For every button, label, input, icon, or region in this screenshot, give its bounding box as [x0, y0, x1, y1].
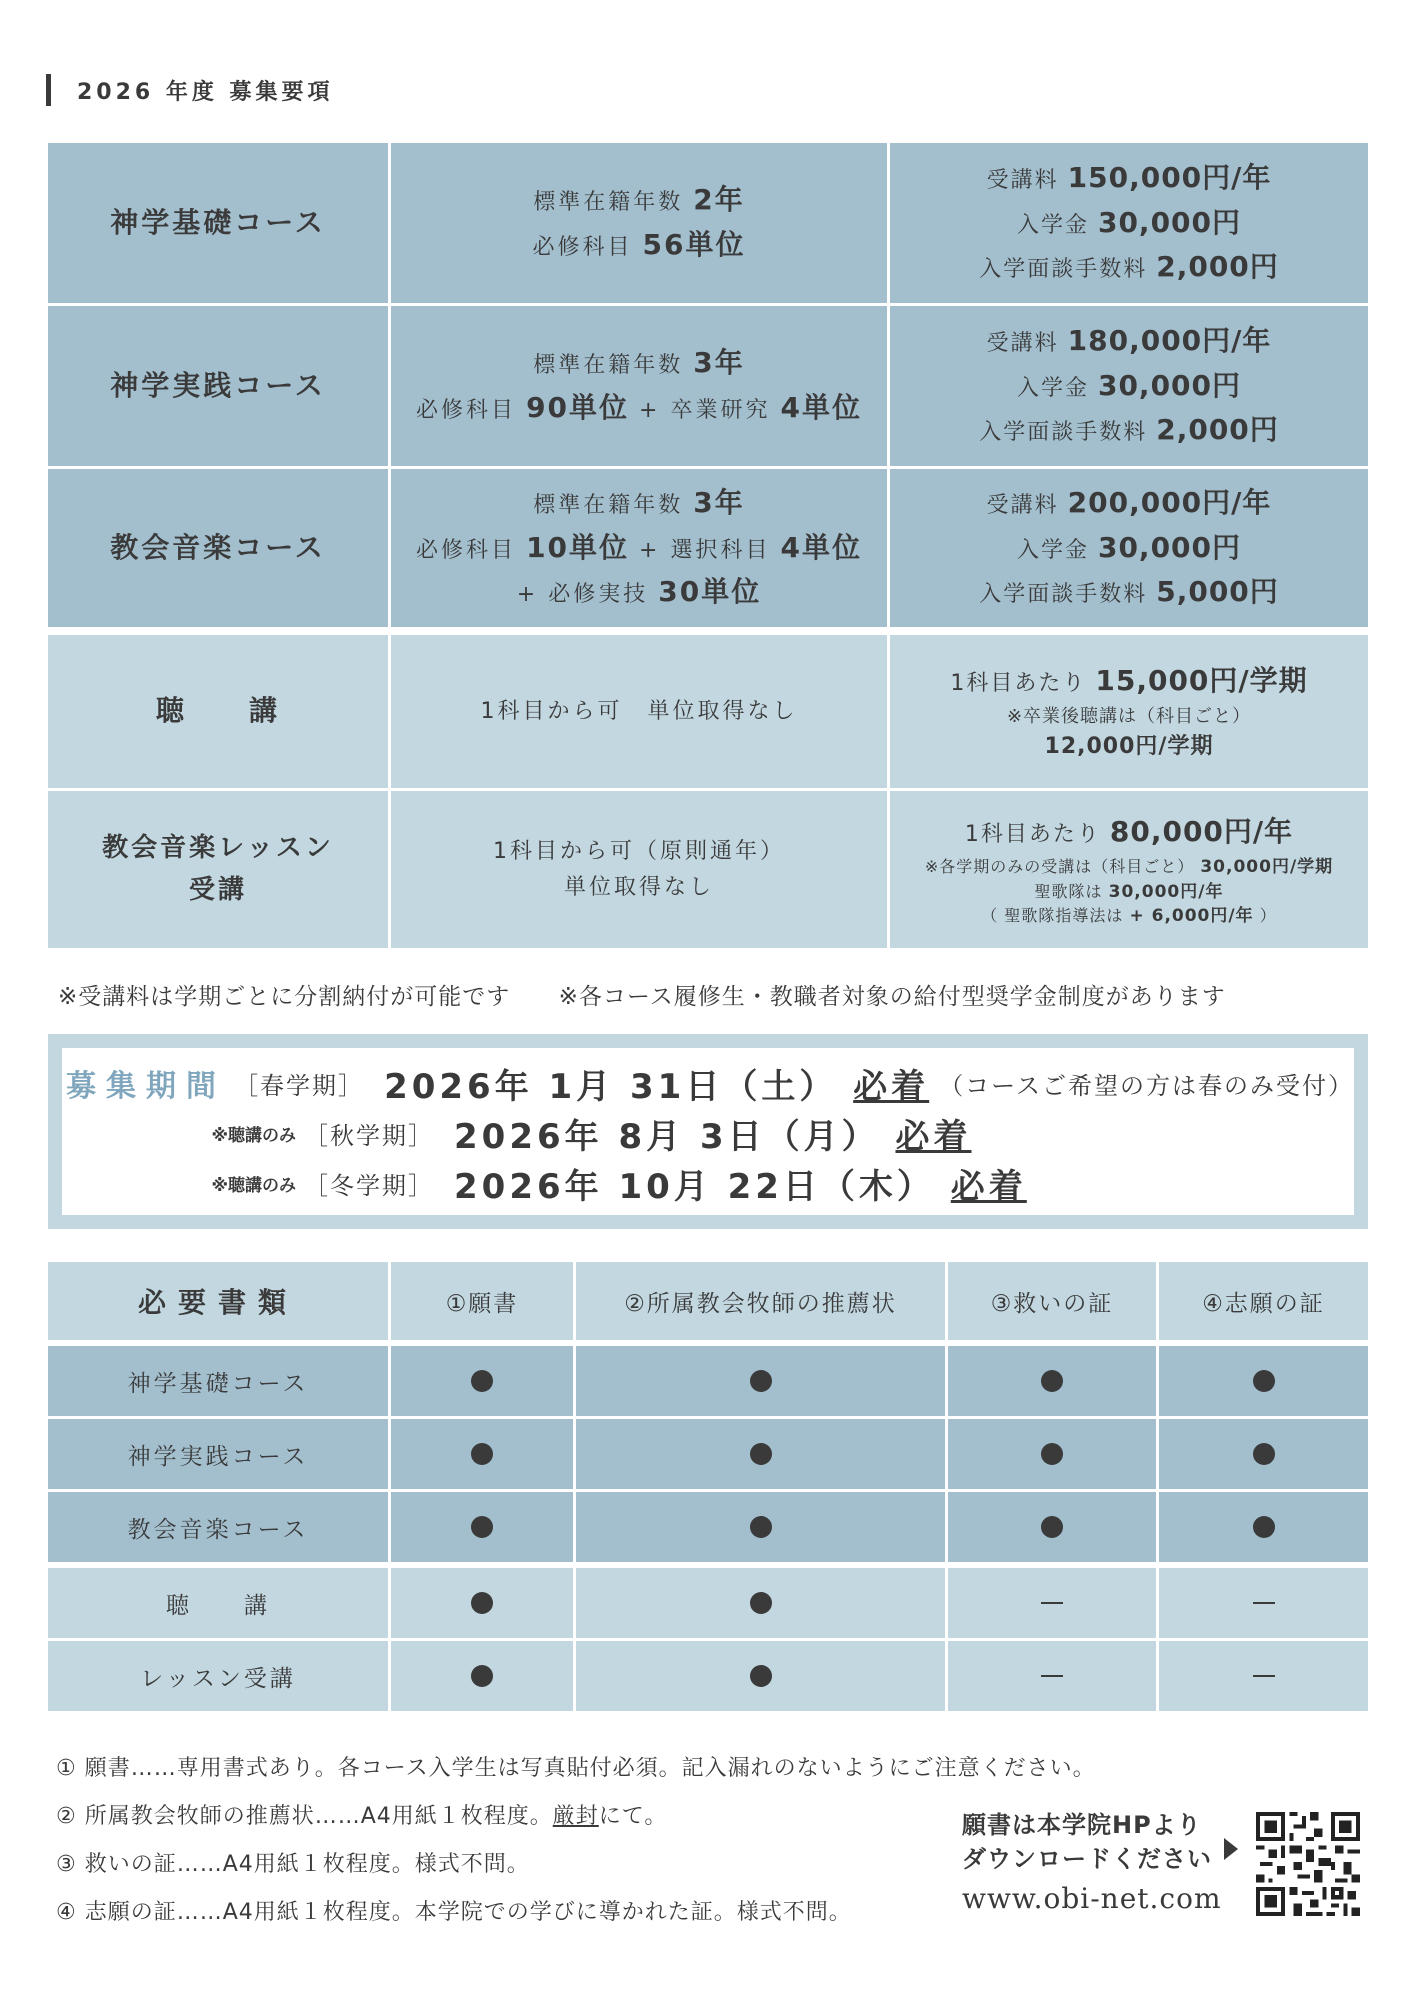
required-mark	[948, 1346, 1156, 1416]
dash-icon	[1041, 1602, 1063, 1604]
table-row	[48, 1568, 1368, 1638]
course-fees-cell	[890, 469, 1368, 627]
period-extra: （コースご希望の方は春のみ受付）	[939, 1071, 1354, 1100]
audit-fee-cell	[890, 635, 1368, 788]
dot-icon	[750, 1516, 772, 1538]
fee-notes	[58, 978, 1266, 1011]
required-mark	[576, 1492, 945, 1562]
required-mark	[576, 1419, 945, 1489]
dot-icon	[750, 1443, 772, 1465]
enrollment-years: 標準在籍年数 3年	[533, 346, 745, 380]
required-mark	[576, 1641, 945, 1711]
application-period-box	[48, 1034, 1368, 1229]
lesson-desc-line1: 1科目から可（原則通年）	[493, 839, 785, 865]
dot-icon	[1253, 1370, 1275, 1392]
required-mark	[948, 1492, 1156, 1562]
required-mark	[576, 1568, 945, 1638]
course-row	[48, 469, 1368, 627]
audit-desc: 1科目から可 単位取得なし	[480, 698, 798, 724]
footnote-salvation: ③ 救いの証……A4用紙１枚程度。様式不問。	[56, 1852, 530, 1877]
footnote-recommendation: ② 所属教会牧師の推薦状……A4用紙１枚程度。厳封にて。	[56, 1804, 668, 1829]
entrance-fee: 入学金 30,000円	[1016, 368, 1242, 402]
required-credits: 必修科目 10単位 + 選択科目 4単位	[416, 530, 862, 564]
course-fees-cell	[890, 306, 1368, 466]
choir-fee: 聖歌隊は 30,000円/年	[1034, 881, 1224, 902]
download-line1: 願書は本学院HPより	[962, 1811, 1202, 1839]
enrollment-years: 標準在籍年数 2年	[533, 183, 745, 217]
dot-icon	[471, 1443, 493, 1465]
tuition-fee: 受講料 200,000円/年	[986, 485, 1272, 519]
header-bar	[46, 74, 51, 106]
audit-note: ※卒業後聴講は（科目ごと）	[1006, 705, 1252, 727]
lesson-row	[48, 791, 1368, 948]
period-row-autumn	[62, 1108, 1354, 1158]
course-requirements-cell	[391, 306, 887, 466]
course-name-cell	[48, 469, 388, 627]
scholarship-note: ※各コース履修生・教職者対象の給付型奨学金制度があります	[558, 984, 1226, 1010]
footnote-aspiration: ④ 志願の証……A4用紙１枚程度。本学院での学びに導かれた証。様式不問。	[56, 1900, 852, 1925]
course-name: 神学基礎コース	[110, 205, 326, 239]
lesson-desc-cell	[391, 791, 887, 948]
course-name-cell	[48, 143, 388, 303]
enrollment-years: 標準在籍年数 3年	[533, 485, 745, 519]
period-date: 2026年 1月 31日（土） 必着	[384, 1066, 930, 1107]
dot-icon	[471, 1516, 493, 1538]
dot-icon	[1253, 1443, 1275, 1465]
required-mark	[391, 1568, 573, 1638]
dash-icon	[1253, 1602, 1275, 1604]
period-term: ［秋学期］	[304, 1121, 434, 1150]
audit-row	[48, 635, 1368, 788]
dot-icon	[750, 1665, 772, 1687]
course-row	[48, 143, 1368, 303]
required-mark	[1159, 1346, 1368, 1416]
required-mark	[391, 1346, 573, 1416]
dash-icon	[1041, 1675, 1063, 1677]
download-line2: ダウンロードください	[962, 1845, 1212, 1873]
required-mark	[391, 1492, 573, 1562]
page-header	[46, 74, 334, 106]
course-requirements-cell	[391, 143, 887, 303]
lesson-fee: 1科目あたり 80,000円/年	[964, 815, 1294, 849]
audit-name-cell	[48, 635, 388, 788]
row-name: 神学基礎コース	[48, 1346, 388, 1416]
footnote-application: ① 願書……専用書式あり。各コース入学生は写真貼付必須。記入漏れのないようにご注意ください。	[56, 1756, 1096, 1781]
dot-icon	[1253, 1516, 1275, 1538]
not-required-mark	[948, 1641, 1156, 1711]
required-mark	[576, 1346, 945, 1416]
lesson-fee-cell	[890, 791, 1368, 948]
dot-icon	[750, 1592, 772, 1614]
play-arrow-icon	[1224, 1838, 1238, 1860]
required-mark	[1159, 1492, 1368, 1562]
tuition-fee: 受講料 150,000円/年	[986, 160, 1272, 194]
table-row	[48, 1419, 1368, 1489]
period-date: 2026年 8月 3日（月） 必着	[454, 1116, 972, 1157]
documents-header-row	[48, 1262, 1368, 1340]
course-requirements-cell	[391, 469, 887, 627]
lesson-desc-line2: 単位取得なし	[563, 874, 714, 900]
interview-fee: 入学面談手数料 5,000円	[979, 575, 1279, 609]
choir-direction-fee: （ 聖歌隊指導法は + 6,000円/年 ）	[981, 906, 1277, 927]
dot-icon	[1041, 1370, 1063, 1392]
row-name: 教会音楽コース	[48, 1492, 388, 1562]
lesson-name-cell	[48, 791, 388, 948]
not-required-mark	[1159, 1641, 1368, 1711]
table-row	[48, 1346, 1368, 1416]
entrance-fee: 入学金 30,000円	[1016, 530, 1242, 564]
required-credits: 必修科目 90単位 + 卒業研究 4単位	[416, 391, 862, 424]
download-info	[962, 1808, 1222, 1915]
row-name: 神学実践コース	[48, 1419, 388, 1489]
course-row	[48, 306, 1368, 466]
row-name: レッスン受講	[48, 1641, 388, 1711]
lesson-term-note: ※各学期のみの受講は（科目ごと） 30,000円/学期	[924, 856, 1334, 877]
audit-note-fee: 12,000円/学期	[1044, 733, 1214, 759]
dot-icon	[471, 1592, 493, 1614]
required-mark	[391, 1419, 573, 1489]
dot-icon	[750, 1370, 772, 1392]
table-row	[48, 1492, 1368, 1562]
lesson-name-line2: 受講	[188, 874, 247, 905]
doc-header-salvation: ③救いの証	[948, 1262, 1156, 1340]
installment-note: ※受講料は学期ごとに分割納付が可能です	[58, 984, 511, 1010]
tuition-fee: 受講料 180,000円/年	[986, 323, 1272, 357]
period-row-winter	[62, 1158, 1354, 1208]
dash-icon	[1253, 1675, 1275, 1677]
audit-name: 聴 講	[155, 694, 280, 728]
required-credits: 必修科目 56単位	[532, 228, 746, 261]
period-note: ※聴講のみ	[211, 1175, 296, 1196]
qr-code-icon[interactable]	[1256, 1812, 1360, 1916]
doc-header-recommendation: ②所属教会牧師の推薦状	[576, 1262, 945, 1340]
required-mark	[391, 1641, 573, 1711]
period-date: 2026年 10月 22日（木） 必着	[454, 1166, 1027, 1207]
practical-credits: + 必修実技 30単位	[516, 575, 762, 609]
lesson-name-line1: 教会音楽レッスン	[102, 832, 334, 863]
dot-icon	[1041, 1443, 1063, 1465]
dot-icon	[471, 1370, 493, 1392]
table-row	[48, 1641, 1368, 1711]
not-required-mark	[1159, 1568, 1368, 1638]
course-name: 神学実践コース	[110, 368, 326, 402]
course-name: 教会音楽コース	[110, 530, 326, 564]
interview-fee: 入学面談手数料 2,000円	[979, 250, 1279, 284]
required-mark	[948, 1419, 1156, 1489]
website-link[interactable]: www.obi-net.com	[962, 1882, 1222, 1915]
row-name: 聴 講	[48, 1568, 388, 1638]
course-table	[48, 143, 1368, 951]
doc-header-aspiration: ④志願の証	[1159, 1262, 1368, 1340]
application-period-inner	[62, 1048, 1354, 1215]
page-title: 2026 年度 募集要項	[77, 79, 334, 105]
entrance-fee: 入学金 30,000円	[1016, 205, 1242, 239]
dot-icon	[471, 1665, 493, 1687]
documents-table	[48, 1262, 1368, 1714]
required-mark	[1159, 1419, 1368, 1489]
document-footnotes	[56, 1745, 1096, 1937]
period-row-spring	[62, 1058, 1354, 1108]
audit-fee: 1科目あたり 15,000円/学期	[950, 663, 1308, 697]
period-label: 募集期間	[66, 1069, 227, 1104]
dot-icon	[1041, 1516, 1063, 1538]
not-required-mark	[948, 1568, 1156, 1638]
audit-desc-cell	[391, 635, 887, 788]
period-note: ※聴講のみ	[211, 1125, 296, 1146]
doc-header-application: ①願書	[391, 1262, 573, 1340]
course-fees-cell	[890, 143, 1368, 303]
interview-fee: 入学面談手数料 2,000円	[979, 413, 1279, 447]
period-term: ［春学期］	[234, 1071, 365, 1100]
period-term: ［冬学期］	[304, 1171, 434, 1200]
course-name-cell	[48, 306, 388, 466]
documents-title: 必要書類	[48, 1262, 388, 1340]
